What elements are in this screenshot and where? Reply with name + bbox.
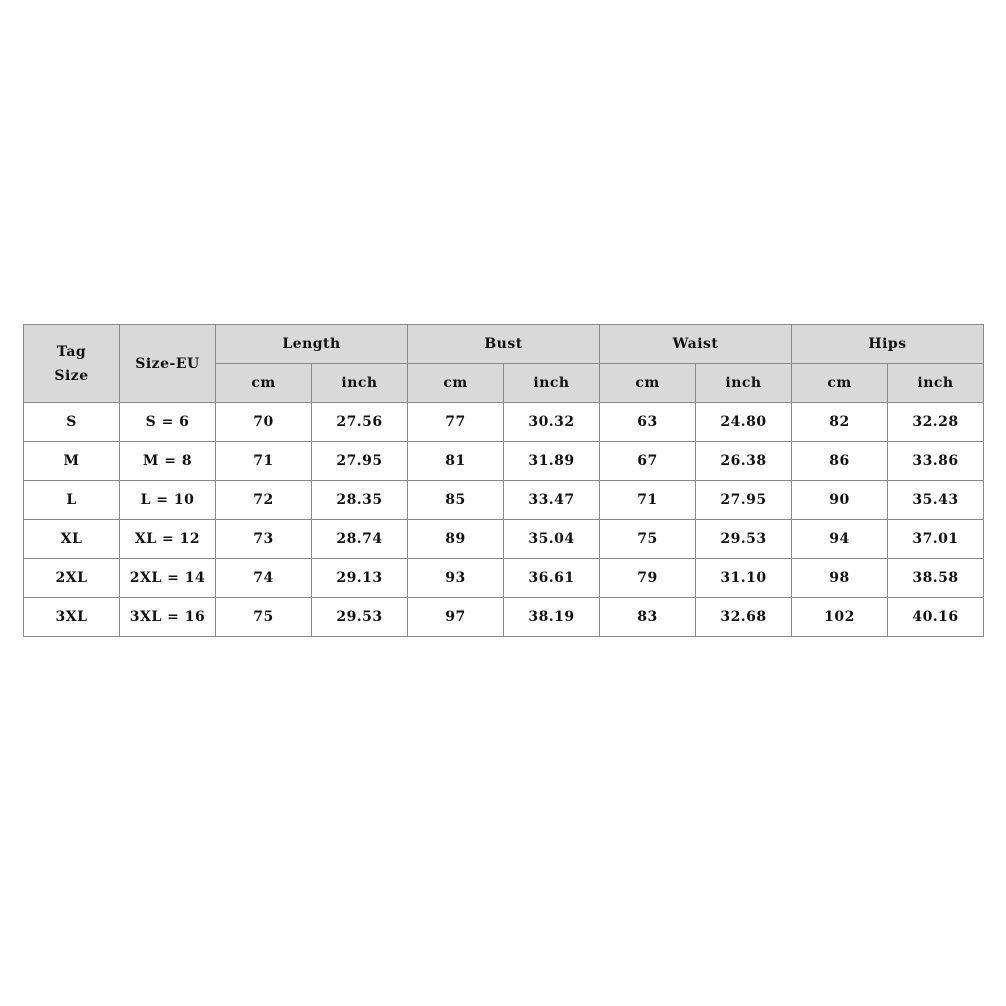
cell-waist-cm: 83 xyxy=(600,598,696,637)
cell-length-cm: 74 xyxy=(216,559,312,598)
header-bust-cm: cm xyxy=(408,364,504,403)
cell-waist-inch: 32.68 xyxy=(696,598,792,637)
cell-bust-cm: 93 xyxy=(408,559,504,598)
cell-hips-cm: 86 xyxy=(792,442,888,481)
cell-waist-inch: 29.53 xyxy=(696,520,792,559)
cell-hips-inch: 33.86 xyxy=(888,442,984,481)
cell-hips-inch: 35.43 xyxy=(888,481,984,520)
cell-waist-cm: 71 xyxy=(600,481,696,520)
cell-hips-inch: 38.58 xyxy=(888,559,984,598)
table-row xyxy=(24,598,984,637)
cell-length-cm: 73 xyxy=(216,520,312,559)
cell-waist-inch: 26.38 xyxy=(696,442,792,481)
cell-bust-inch: 35.04 xyxy=(504,520,600,559)
cell-tag: S xyxy=(24,403,120,442)
header-bust: Bust xyxy=(408,325,600,364)
cell-size-eu: XL = 12 xyxy=(120,520,216,559)
cell-bust-cm: 77 xyxy=(408,403,504,442)
header-hips-cm: cm xyxy=(792,364,888,403)
cell-length-inch: 27.95 xyxy=(312,442,408,481)
cell-hips-cm: 82 xyxy=(792,403,888,442)
cell-size-eu: S = 6 xyxy=(120,403,216,442)
cell-length-inch: 28.74 xyxy=(312,520,408,559)
header-length-cm: cm xyxy=(216,364,312,403)
cell-bust-cm: 81 xyxy=(408,442,504,481)
header-size-eu: Size-EU xyxy=(120,325,216,403)
header-size-label: Size xyxy=(54,367,89,384)
cell-waist-cm: 63 xyxy=(600,403,696,442)
cell-waist-inch: 31.10 xyxy=(696,559,792,598)
cell-length-cm: 75 xyxy=(216,598,312,637)
table-row xyxy=(24,559,984,598)
cell-bust-inch: 31.89 xyxy=(504,442,600,481)
cell-waist-cm: 75 xyxy=(600,520,696,559)
cell-waist-cm: 67 xyxy=(600,442,696,481)
cell-bust-inch: 36.61 xyxy=(504,559,600,598)
cell-hips-cm: 98 xyxy=(792,559,888,598)
header-waist-cm: cm xyxy=(600,364,696,403)
header-hips: Hips xyxy=(792,325,984,364)
table-row xyxy=(24,481,984,520)
header-row-groups xyxy=(24,325,984,364)
cell-hips-inch: 32.28 xyxy=(888,403,984,442)
table-row xyxy=(24,520,984,559)
cell-size-eu: 3XL = 16 xyxy=(120,598,216,637)
cell-length-cm: 70 xyxy=(216,403,312,442)
cell-size-eu: 2XL = 14 xyxy=(120,559,216,598)
cell-size-eu: L = 10 xyxy=(120,481,216,520)
cell-length-inch: 29.13 xyxy=(312,559,408,598)
header-length: Length xyxy=(216,325,408,364)
cell-tag: M xyxy=(24,442,120,481)
table-row xyxy=(24,403,984,442)
cell-tag: L xyxy=(24,481,120,520)
table-row xyxy=(24,442,984,481)
cell-waist-cm: 79 xyxy=(600,559,696,598)
cell-bust-inch: 38.19 xyxy=(504,598,600,637)
cell-hips-cm: 94 xyxy=(792,520,888,559)
cell-bust-inch: 30.32 xyxy=(504,403,600,442)
cell-bust-inch: 33.47 xyxy=(504,481,600,520)
header-length-inch: inch xyxy=(312,364,408,403)
cell-hips-cm: 102 xyxy=(792,598,888,637)
cell-bust-cm: 85 xyxy=(408,481,504,520)
cell-length-inch: 27.56 xyxy=(312,403,408,442)
cell-bust-cm: 97 xyxy=(408,598,504,637)
cell-waist-inch: 24.80 xyxy=(696,403,792,442)
cell-tag: 2XL xyxy=(24,559,120,598)
header-waist-inch: inch xyxy=(696,364,792,403)
cell-length-cm: 71 xyxy=(216,442,312,481)
cell-length-inch: 29.53 xyxy=(312,598,408,637)
cell-hips-cm: 90 xyxy=(792,481,888,520)
size-chart-table xyxy=(23,324,984,637)
cell-tag: XL xyxy=(24,520,120,559)
cell-length-inch: 28.35 xyxy=(312,481,408,520)
cell-size-eu: M = 8 xyxy=(120,442,216,481)
cell-bust-cm: 89 xyxy=(408,520,504,559)
cell-hips-inch: 37.01 xyxy=(888,520,984,559)
cell-hips-inch: 40.16 xyxy=(888,598,984,637)
header-tag-size xyxy=(24,325,120,403)
cell-tag: 3XL xyxy=(24,598,120,637)
header-hips-inch: inch xyxy=(888,364,984,403)
header-waist: Waist xyxy=(600,325,792,364)
cell-waist-inch: 27.95 xyxy=(696,481,792,520)
header-tag-label: Tag xyxy=(56,343,87,360)
header-bust-inch: inch xyxy=(504,364,600,403)
cell-length-cm: 72 xyxy=(216,481,312,520)
